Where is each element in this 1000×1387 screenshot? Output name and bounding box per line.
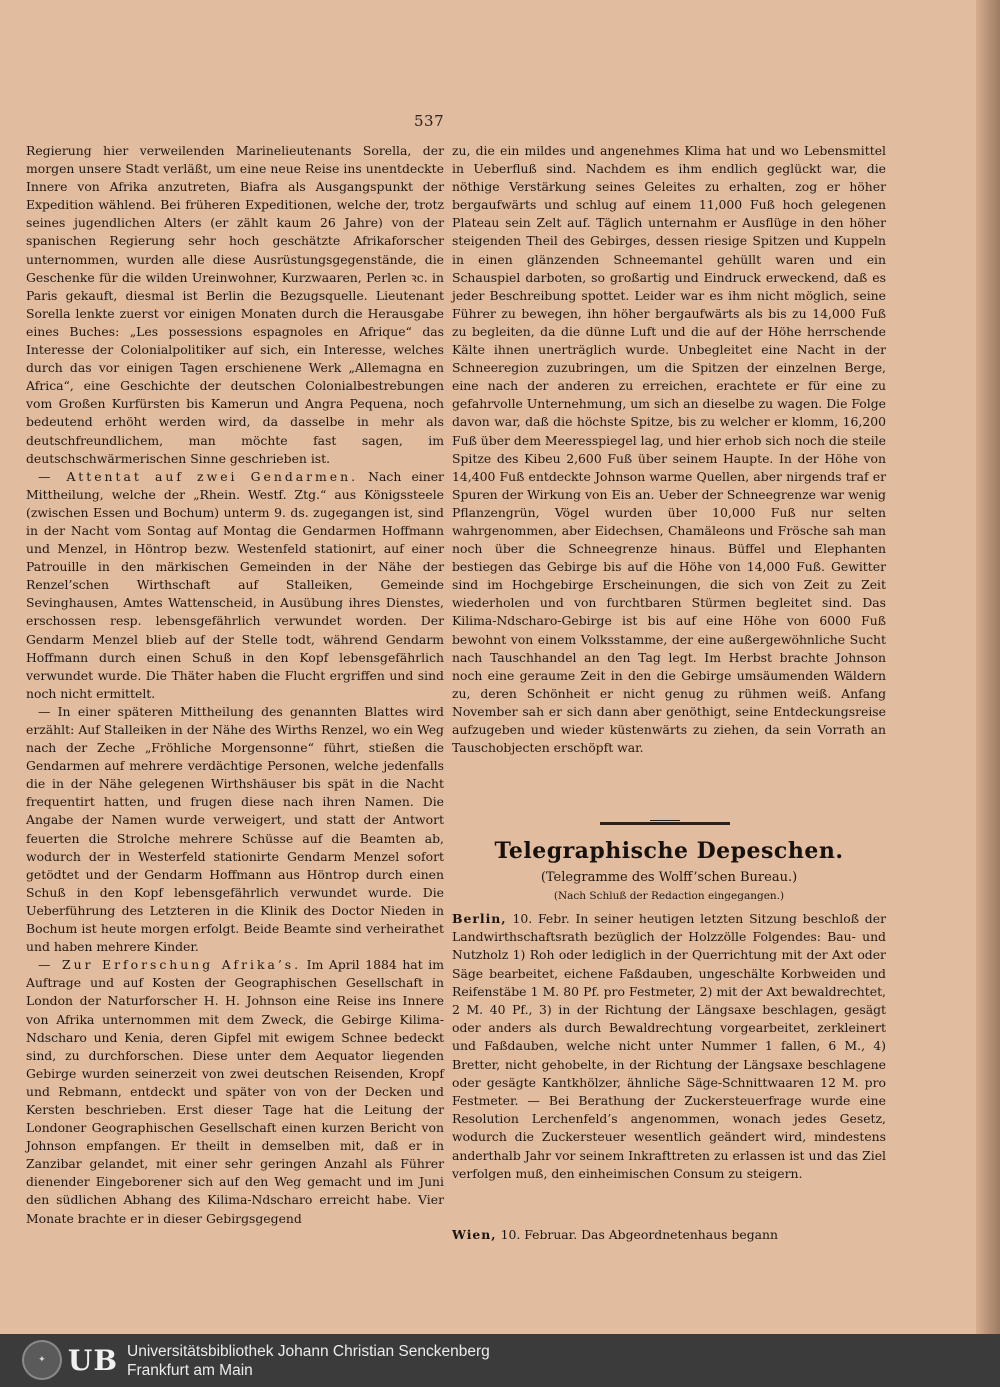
library-logo[interactable] bbox=[22, 1340, 118, 1380]
section-divider bbox=[600, 822, 730, 825]
article-afrika-body: Im April 1884 hat im Auftrage und auf Kosten der Geographischen Gesellschaft in London der Naturforscher H. H. Johnson eine Reise ins Innere von Afrika unternommen mit dem Zweck, die Gebirge Kilima-Ndscharo und Kenia, deren Gipfel mit ewigem Schnee bedeckt sind, zu durchforschen. Diese unter dem Aequator liegenden Gebirge wurden seinerzeit von zwei deutschen Reisenden, Kropf und Rebmann, entdeckt und später von von der Decken und Kersten beschrieben. Erst dieser Tage hat die Leitung der Londoner Geographischen Gesellschaft einen kurzen Bericht von Johnson empfangen. Er theilt in demselben mit, daß er in Zanzibar gelandet, mit einer sehr geringen Anzahl als Führer dienender Eingeborener sich auf den Weg gemacht und im Juni den südlichen Abhang des Kilima-Ndscharo erreicht habe. Vier Monate brachte er in dieser Gebirgsgegend bbox=[26, 957, 444, 1226]
telegrams-subtitle: (Telegramme des Wolff’schen Bureau.) bbox=[540, 870, 798, 885]
article-gendarmen bbox=[26, 468, 444, 703]
seal-icon: ✦ bbox=[22, 1340, 62, 1380]
dispatch-berlin-place: Berlin, bbox=[452, 911, 507, 926]
article-gendarmen-heading: — Attentat auf zwei Gendarmen. bbox=[38, 468, 359, 484]
article-afrika-heading: — Zur Erforschung Afrika’s. bbox=[38, 957, 302, 973]
page-edge-shadow bbox=[976, 0, 1000, 1334]
article-afrika bbox=[26, 956, 444, 1227]
institution-city: Frankfurt am Main bbox=[127, 1362, 253, 1379]
article-gendarmen-body: Nach einer Mittheilung, welche der „Rhein. Westf. Ztg.“ aus Königssteele (zwischen Essen und Bochum) unterm 9. ds. zugegangen ist, sind in der Nacht vom Sontag auf Montag die Gendarmen Hoffmann und Menzel, in Höntrop bezw. Westenfeld stationirt, auf einer Patrouille in den märkischen Gemeinden in der Nähe der Renzel’schen Wirthschaft auf Stalleiken, Gemeinde Sevinghausen, Amtes Wattenscheid, in Ausübung ihres Dienstes, erschossen resp. lebensgefährlich verwundet worden. Der Gendarm Menzel blieb auf der Stelle todt, während Gendarm Hoffmann durch einen Schuß in den Kopf lebensgefährlich verwundet wurde. Die Thäter haben die Flucht ergriffen und sind noch nicht ermittelt. bbox=[26, 468, 444, 701]
logo-text: UB bbox=[67, 1343, 118, 1377]
library-footer bbox=[0, 1334, 1000, 1387]
article-afrika-continued: zu, die ein mildes und angenehmes Klima hat und wo Lebensmittel in Ueberfluß sind. Nachdem es ihm endlich geglückt war, die nöthige Verstärkung seines Geleites zu erhalten, zog er höher bergaufwärts und schlug auf einem 11,000 Fuß hoch gelegenen Plateau sein Zelt auf. Täglich unternahm er Ausflüge in den höher steigenden Theil des Gebirges, dessen riesige Spitzen und Kuppeln in einen glänzenden Schneemantel gehüllt waren und ein Schauspiel darboten, so großartig und Eindruck erweckend, daß es jeder Beschreibung spottet. Leider war es ihm nicht möglich, seine Führer zu bewegen, ihn höher bergaufwärts als bis zu 14,000 Fuß zu begleiten, da die dünne Luft und die auf der Höhe herrschende Kälte ihnen unerträglich wurde. Unbegleitet eine Nacht in der Schneeregion zuzubringen, um die Spitzen der einzelnen Berge, eine nach der anderen zu erreichen, erachtete er für eine zu gefahrvolle Unternehmung, um sich an dieselbe zu wagen. Die Folge davon war, daß die höchste Spitze, bis zu welcher er klomm, 16,200 Fuß über dem Meeresspiegel lag, und hier erhob sich noch die steile Spitze des Kibeu 2,600 Fuß über seinem Haupte. In der Höhe von 14,400 Fuß entdeckte Johnson warme Quellen, aber nirgends traf er Spuren der Wirkung von Eis an. Ueber der Schneegrenze war wenig Pflanzengrün, Vögel wurden über 10,000 Fuß nur selten wahrgenommen, aber Eidechsen, Chamäleons und Frösche sah man noch über die Schneegrenze hinaus. Büffel und Elephanten bestiegen das Gebirge bis auf die Höhe von 14,000 Fuß. Gewitter sind im Hochgebirge Erscheinungen, die sich von Zeit zu Zeit wiederholen und von furchtbaren Stürmen begleitet sind. Das Kilima-Ndscharo-Gebirge ist bis auf eine Höhe von 6000 Fuß bewohnt von einem Volksstamme, der eine außergewöhnliche Sucht nach Tauschhandel an den Tag legt. Im Herbst brachte Johnson noch eine geraume Zeit in den die Gebirge umsäumenden Wäldern zu, deren Schönheit er nicht genug zu rühmen weiß. Anfang November sah er sich dann aber genöthigt, seine Entdeckungsreise aufzugeben und wieder küstenwärts zu ziehen, da sein Vorrath an Tauschobjecten erschöpft war. bbox=[452, 143, 886, 756]
left-column bbox=[26, 142, 444, 1228]
telegrams-title: Telegraphische Depeschen. bbox=[494, 838, 844, 864]
dispatch-wien-text: 10. Februar. Das Abgeordnetenhaus begann bbox=[496, 1227, 778, 1242]
dispatch-wien bbox=[452, 1226, 886, 1244]
article-sorella: Regierung hier verweilenden Marinelieutenants Sorella, der morgen unsere Stadt verläßt, um eine neue Reise ins unentdeckte Innere von Afrika anzutreten, Biafra als Ausgangspunkt der Expedition wählend. Bei früheren Expeditionen, welche der, trotz seines jugendlichen Alters (er zählt kaum 26 Jahre) von der spanischen Regierung sehr hoch geschätzte Afrikaforscher unternommen, wurden alle diese Ausrüstungsgegenstände, die Geschenke für die wilden Ureinwohner, Kurzwaaren, Perlen ꝛc. in Paris gekauft, diesmal ist Berlin die Bezugsquelle. Lieutenant Sorella lenkte zuerst vor einigen Monaten durch die Herausgabe eines Buches: „Les possessions espagnoles en Afrique“ das Interesse der Colonialpolitiker auf sich, ein Interesse, welches durch das vor einigen Tagen erschienene Werk „Allemagna en Africa“, eine Geschichte der deutschen Colonialbestrebungen vom Großen Kurfürsten bis Kamerun und Angra Pequena, noch bedeutend erhöht werden wird, da dasselbe in mehr als deutschfreundlichem, man möchte fast sagen, im deutschschwärmerischen Sinne geschrieben ist. bbox=[26, 143, 444, 466]
telegrams-note: (Nach Schluß der Redaction eingegangen.) bbox=[553, 890, 785, 902]
institution-name: Universitätsbibliothek Johann Christian Senckenberg bbox=[127, 1343, 490, 1360]
dispatch-berlin bbox=[452, 910, 886, 1183]
dispatch-wien-place: Wien, bbox=[452, 1227, 497, 1242]
article-gendarmen-followup: — In einer späteren Mittheilung des genannten Blattes wird erzählt: Auf Stalleiken in der Nähe des Wirths Renzel, wo ein Weg nach der Zeche „Fröhliche Morgensonne“ führt, stießen die Gendarmen auf mehrere verdächtige Personen, welche jedenfalls die in der Nähe gelegenen Wirthshäuser bis spät in die Nacht frequentirt hatten, und frugen diese nach ihren Namen. Die Angabe der Namen wurde verweigert, und statt der Antwort feuerten die Strolche mehrere Schüsse auf die Beamten ab, wodurch der in Westerfeld stationirte Gendarm Menzel sofort getödtet und der Gendarm Hoffmann aus Höntrop durch einen Schuß in den Kopf lebensgefährlich verwundet wurde. Die Ueberführung des Letzteren in die Klinik des Doctor Nieden in Bochum ist heute morgen erfolgt. Beide Beamte sind verheirathet und haben mehrere Kinder. bbox=[26, 703, 444, 955]
dispatch-berlin-text: 10. Febr. In seiner heutigen letzten Sitzung beschloß der Landwirthschaftsrath bezüglich der Holzzölle Folgendes: Bau- und Nutzholz 1) Roh oder lediglich in der Querrichtung mit der Axt oder Säge bearbeitet, eichene Faßdauben, ungeschälte Korbweiden und Reifenstäbe 1 M. 80 Pf. pro Festmeter, 2) mit der Axt bewaldrechtet, 2 M. 40 Pf., 3) in der Richtung der Längsaxe beschlagen, gesägt oder anders als durch Bewaldrechtung vorgearbeitet, zerkleinert und Faßdauben, welche nicht unter Nummer 1 fallen, 6 M., 4) Bretter, nicht gehobelte, in der Richtung der Längsaxe beschlagene oder gesägte Kantkhölzer, ähnliche Säge-Schnittwaaren 12 M. pro Festmeter. — Bei Berathung der Zuckersteuerfrage wurde eine Resolution Lerchenfeld’s angenommen, wonach jedes Gesetz, wodurch die Zuckersteuer wesentlich geändert wird, mindestens anderthalb Jahr vor seinem Inkrafttreten zu erlassen ist und das Ziel verfolgen muß, den einheimischen Consum zu steigern. bbox=[452, 911, 886, 1181]
right-column bbox=[452, 142, 886, 757]
page-number: 537 bbox=[414, 112, 445, 130]
